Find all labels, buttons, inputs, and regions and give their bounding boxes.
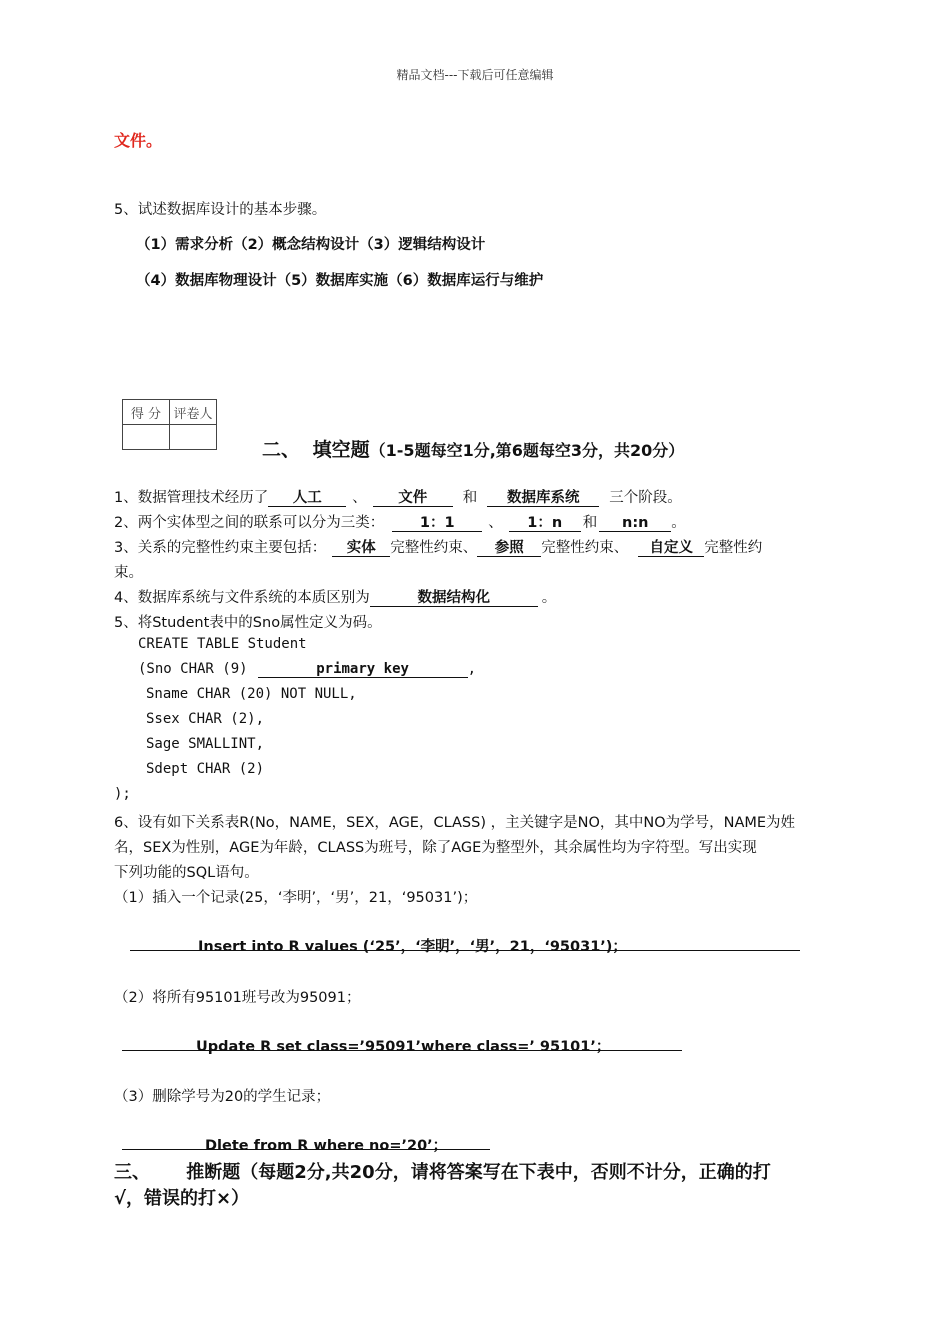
sql-line-4: Ssex CHAR (2), <box>146 711 265 727</box>
fill-q5: 5、将Student表中的Sno属性定义为码。 <box>114 615 382 631</box>
q1-sep2: 和 <box>462 490 478 506</box>
score-label: 得 分 <box>123 400 170 425</box>
q1-answer-3: 数据库系统 <box>487 490 599 507</box>
fill-q1 <box>114 486 682 507</box>
fill-q6-line1: 6、设有如下关系表R(No，NAME，SEX，AGE，CLASS) ，主关键字是NO，其中NO为学号，NAME为姓 <box>114 815 796 831</box>
section2-heading <box>262 435 684 462</box>
section3-title: 推断题 <box>186 1162 241 1183</box>
q6-part1-answer: Insert into R values (‘25’，‘李明’，‘男’，21，‘95031’)； <box>198 939 627 955</box>
fill-q3-tail: 束。 <box>114 565 143 581</box>
q2-sep2: 和 <box>582 515 598 531</box>
sql-line-7: ); <box>114 786 131 802</box>
q1-sep1: 、 <box>352 490 367 506</box>
q2-sep1: 、 <box>488 515 503 531</box>
sql-pk-answer: primary key <box>258 661 468 678</box>
section2-note: （1-5题每空1分,第6题每空3分，共20分） <box>369 441 685 460</box>
q3-mid1: 完整性约束、 <box>390 540 478 556</box>
q3-mid3: 完整性约 <box>704 540 763 556</box>
q2-answer-3: n:n <box>599 515 671 532</box>
sql-sno-def: (Sno CHAR (9) <box>138 661 248 677</box>
q4-answer-1: 数据结构化 <box>370 590 538 607</box>
q6-part3-answer: Dlete from R where no=’20’； <box>205 1138 448 1154</box>
fill-q3 <box>114 536 762 557</box>
sql-line-6: Sdept CHAR (2) <box>146 761 265 777</box>
q5-question: 5、试述数据库设计的基本步骤。 <box>114 202 327 218</box>
q3-prompt: 3、关系的完整性约束主要包括： <box>114 540 327 556</box>
sql-line-3: Sname CHAR (20) NOT NULL, <box>146 686 357 702</box>
q1-prompt: 1、数据管理技术经历了 <box>114 490 269 506</box>
score-cell <box>123 425 170 450</box>
q6-part2-answer: Update R set class=’95091’where class=’ 95101’； <box>196 1039 611 1055</box>
section2-number: 二、 <box>262 439 301 461</box>
q5-answer-line1: （1）需求分析（2）概念结构设计（3）逻辑结构设计 <box>136 237 486 253</box>
fill-q6-line2: 名，SEX为性别，AGE为年龄，CLASS为班号，除了AGE为整型外，其余属性均为字符型。写出实现 <box>114 840 757 856</box>
q5-answer-line2: （4）数据库物理设计（5）数据库实施（6）数据库运行与维护 <box>136 273 544 289</box>
grader-cell <box>170 425 217 450</box>
q3-mid2: 完整性约束、 <box>541 540 629 556</box>
score-table <box>122 399 217 450</box>
q2-prompt: 2、两个实体型之间的联系可以分为三类： <box>114 515 385 531</box>
fill-q2 <box>114 511 686 532</box>
q2-answer-1: 1：1 <box>392 515 482 532</box>
q2-answer-2: 1：n <box>509 515 581 532</box>
section3-heading <box>114 1158 771 1184</box>
section3-number: 三、 <box>114 1162 150 1183</box>
fill-q6-line3: 下列功能的SQL语句。 <box>114 865 259 881</box>
q3-answer-1: 实体 <box>332 540 390 557</box>
q4-prompt: 4、数据库系统与文件系统的本质区别为 <box>114 590 370 606</box>
grader-label: 评卷人 <box>170 400 217 425</box>
section3-note-line2: √，错误的打×） <box>114 1188 250 1209</box>
section3-note: （每题2分,共20分，请将答案写在下表中，否则不计分，正确的打 <box>240 1162 771 1183</box>
q6-part1-prompt: （1）插入一个记录(25，‘李明’，‘男’，21，‘95031’)； <box>114 890 478 906</box>
sql-comma: , <box>467 661 477 677</box>
q3-answer-2: 参照 <box>477 540 541 557</box>
q4-tail: 。 <box>541 590 557 606</box>
q3-answer-3: 自定义 <box>638 540 704 557</box>
page-header: 精品文档---下载后可任意编辑 <box>396 68 554 82</box>
sql-line-5: Sage SMALLINT, <box>146 736 265 752</box>
sql-line-1: CREATE TABLE Student <box>138 636 307 652</box>
previous-answer-tail: 文件。 <box>114 131 163 150</box>
section2-title: 填空题 <box>312 439 370 461</box>
q1-tail: 三个阶段。 <box>609 490 682 506</box>
fill-q4 <box>114 586 556 607</box>
q2-tail: 。 <box>671 515 686 531</box>
q1-answer-2: 文件 <box>373 490 453 507</box>
sql-line-2 <box>138 661 476 678</box>
q6-part2-prompt: （2）将所有95101班号改为95091； <box>114 990 361 1006</box>
q6-part3-prompt: （3）删除学号为20的学生记录； <box>114 1089 331 1105</box>
q1-answer-1: 人工 <box>268 490 346 507</box>
